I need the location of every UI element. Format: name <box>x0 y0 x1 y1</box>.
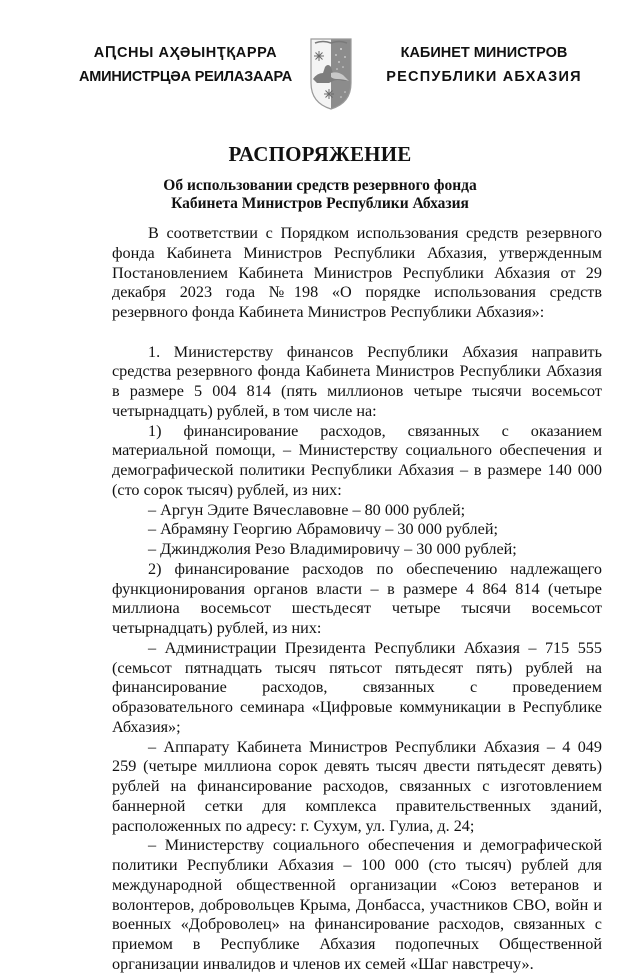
subtitle-line1: Об использовании средств резервного фонда <box>163 177 477 194</box>
document-subtitle <box>0 177 640 213</box>
header-left-line1: АԤСНЫ АҲӘЫНҬҚАРРА <box>93 45 278 61</box>
subclause-1-paragraph: 1) финансирование расходов, связанных с оказанием материальной помощи, – Министерству социального обеспечения и демографической политики Республики Абхазия – в размере 140 000 (сто сорок тысяч) рублей, из них: <box>112 421 602 499</box>
coat-of-arms-icon <box>309 37 353 111</box>
recipient-item: – Администрации Президента Республики Абхазия – 715 555 (семьсот пятнадцать тысяч пятьсот пятьдесят пять) рублей на финансирование расходов, связанных с проведением образовательного семинара «Цифровые коммуникации в Республике Абхазия»; <box>112 638 602 736</box>
document-body <box>112 224 602 975</box>
header-right-line2: РЕСПУБЛИКИ АБХАЗИЯ <box>386 69 582 85</box>
recipient-item: – Министерству социального обеспечения и демографической политики Республики Абхазия – 100 000 (сто тысяч) рублей для международной общественной организации «Союз ветеранов и волонтеров, добровольцев Крыма, Донбасса, участников СВО, войн и военных «Доброволец» на финансирование расходов, связанных с приемом в Республике Абхазия подопечных Общественной организации инвалидов и членов их семей «Шаг навстречу». <box>112 836 602 973</box>
recipient-item: – Джинджолия Резо Владимировичу – 30 000 рублей; <box>148 540 517 558</box>
header-abkhaz-title <box>78 41 293 89</box>
subclause-2-paragraph: 2) финансирование расходов по обеспечению надлежащего функционирования органов власти – в размере 4 864 814 (четыре миллиона восемьсот шестьдесят четыре тысячи восемьсот четырнадцать) рублей, из них: <box>112 559 602 637</box>
recipient-item: – Аппарату Кабинета Министров Республики Абхазия – 4 049 259 (четыре миллиона сорок девять тысяч двести пятьдесят девять) рублей на финансирование расходов, связанных с изготовлением баннерной сетки для комплекса правительственных зданий, расположенных по адресу: г. Сухум, ул. Гулиа, д. 24; <box>112 737 602 835</box>
header-russian-title <box>386 41 582 89</box>
header-right-line1: КАБИНЕТ МИНИСТРОВ <box>400 45 568 61</box>
document-type-title: РАСПОРЯЖЕНИЕ <box>228 142 412 166</box>
recipient-item: – Абрамяну Георгию Абрамовичу – 30 000 рублей; <box>148 520 498 539</box>
clause-1-paragraph: 1. Министерству финансов Республики Абхазия направить средства резервного фонда Кабинета Министров Республики Абхазия в размере 5 004 814 (пять миллионов четыре тысячи восемьсот четырнадцать) рублей, в том числе на: <box>112 342 602 420</box>
subtitle-line2: Кабинета Министров Республики Абхазия <box>171 195 469 212</box>
preamble-paragraph: В соответствии с Порядком использования средств резервного фонда Кабинета Министров Республики Абхазия, утвержденным Постановлением Кабинета Министров Республики Абхазия от 29 декабря 2023 года №198 «О порядке использования средств резервного фонда Кабинета Министров Республики Абхазия»: <box>112 224 602 321</box>
recipient-item: – Аргун Эдите Вячеславовне – 80 000 рублей; <box>148 500 466 519</box>
header-left-line2: АМИНИСТРЦӘА РЕИЛАЗААРА <box>78 69 293 85</box>
